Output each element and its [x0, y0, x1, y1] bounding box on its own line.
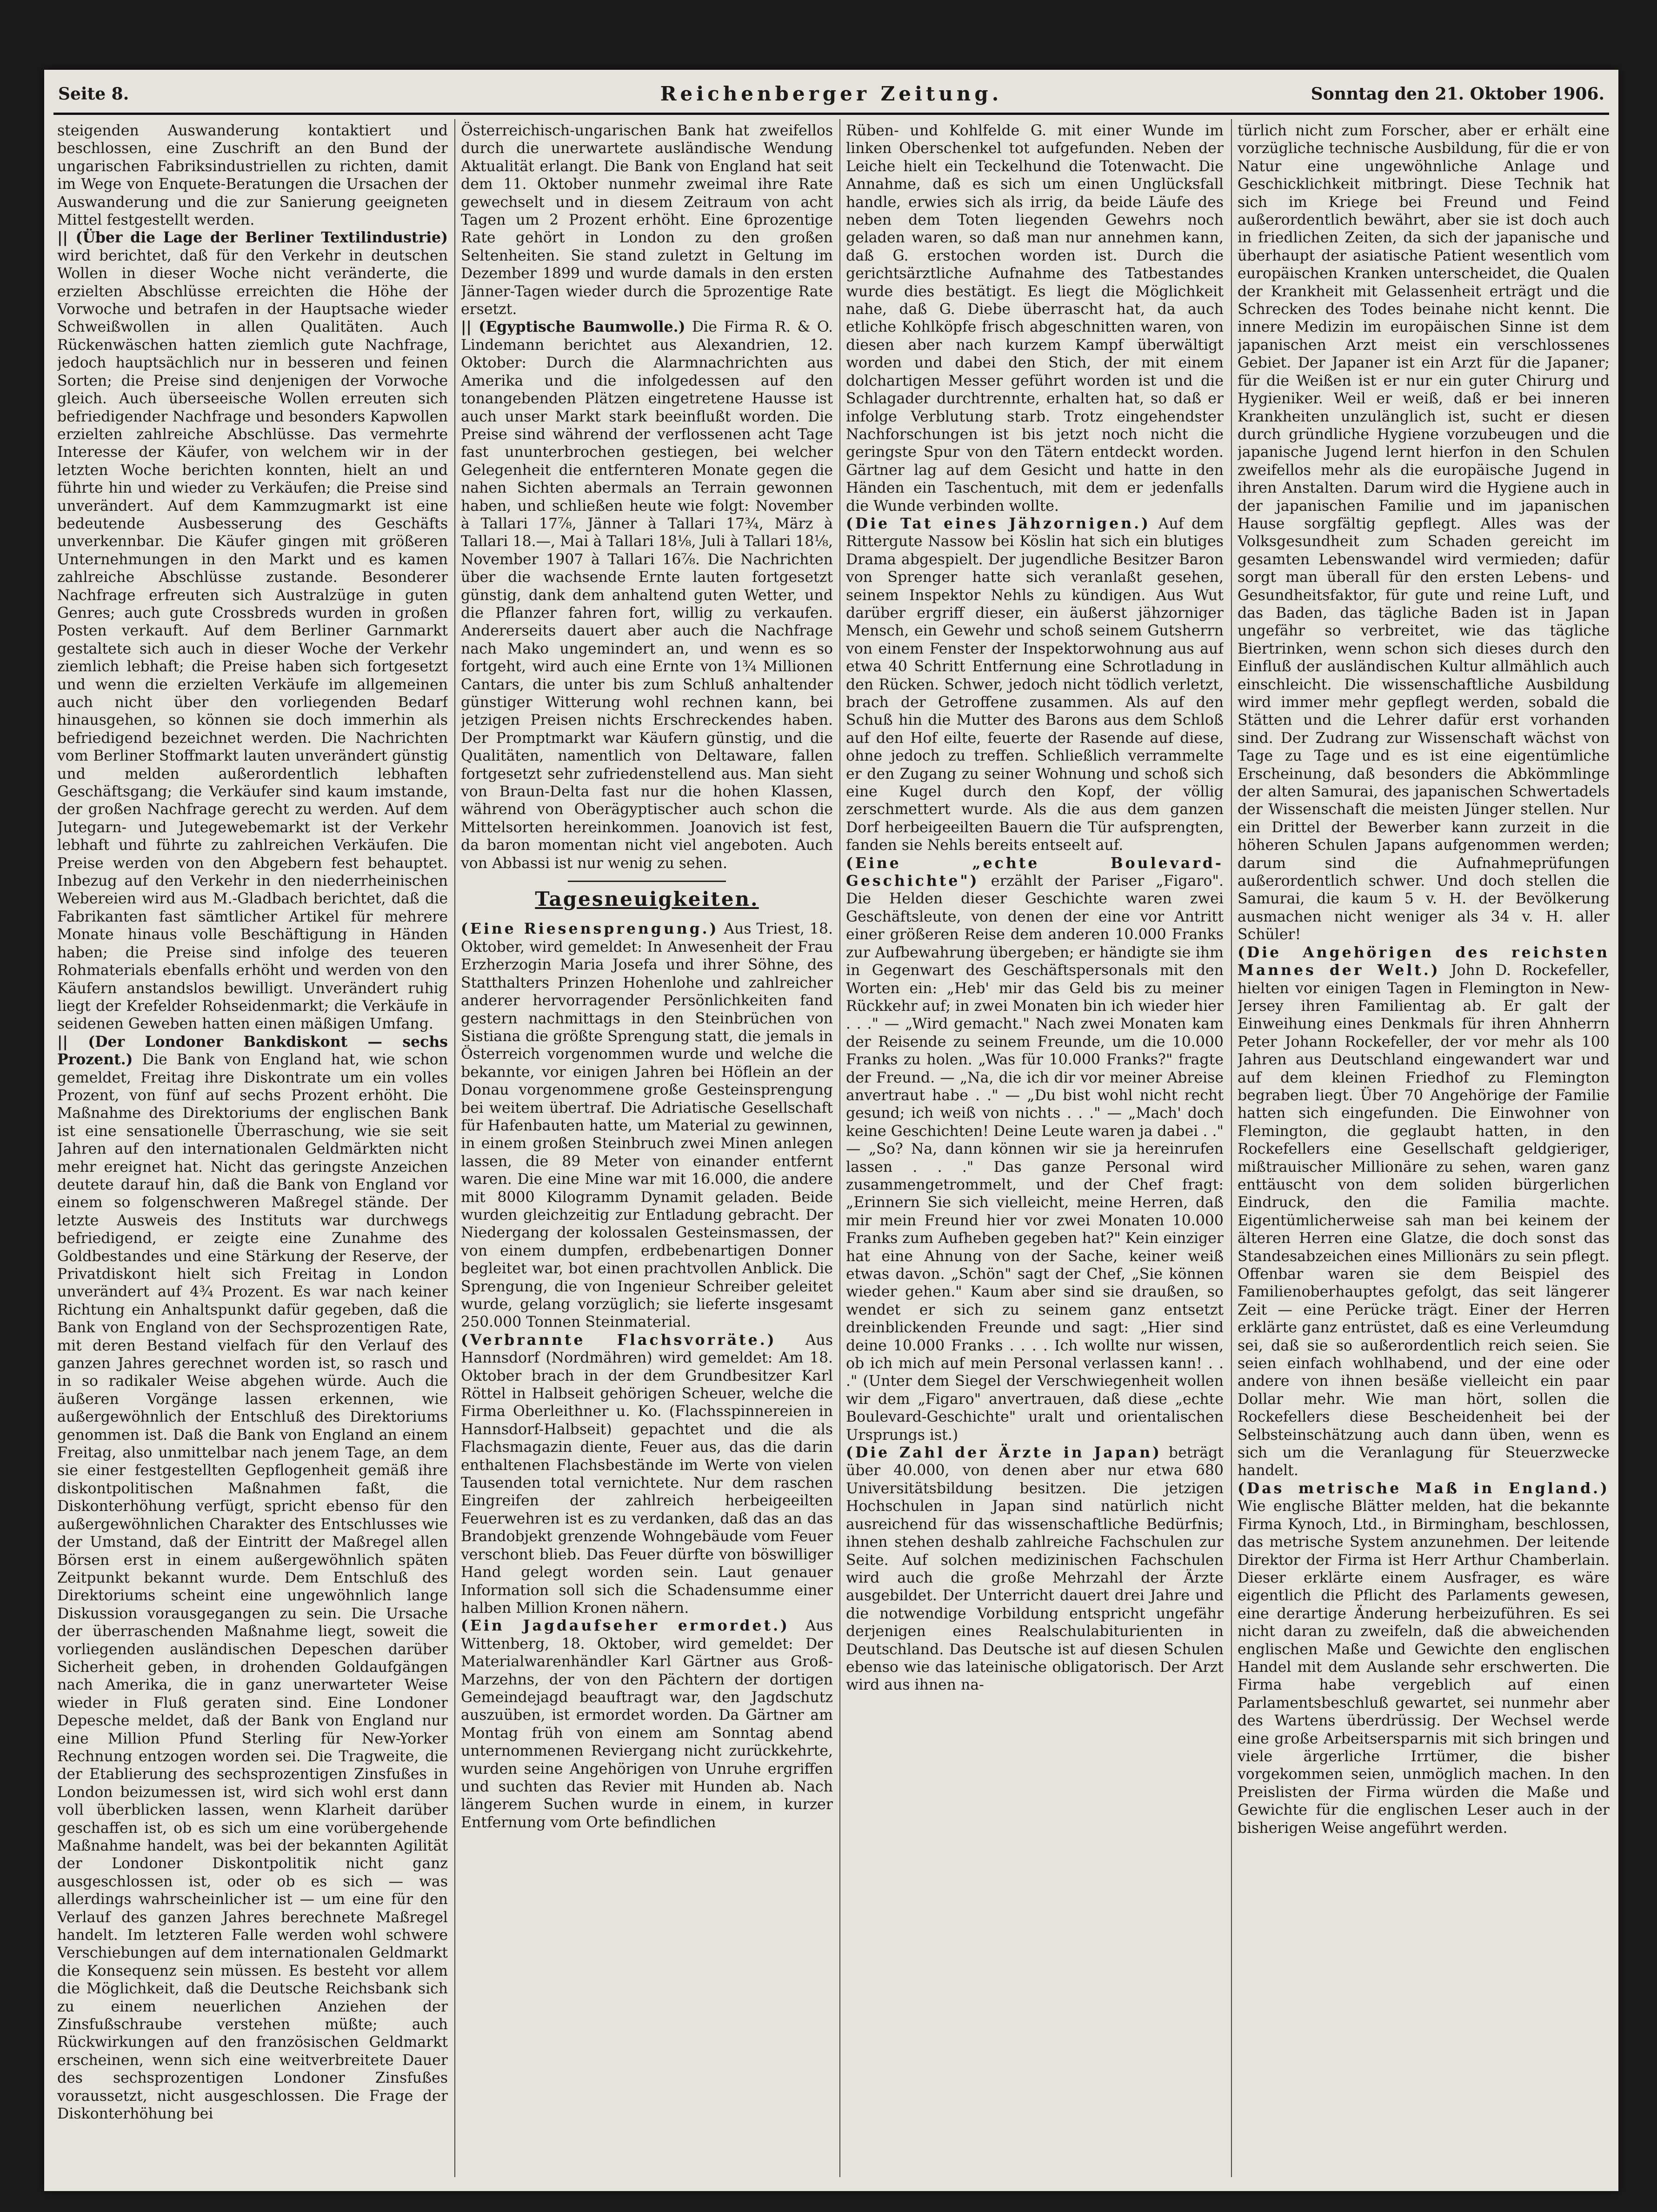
article-text: Aus Wittenberg, 18. Oktober, wird gemeldet: Der Materialwarenhändler Karl Gärtner aus Groß-Marzehns, der von den Pächtern der dortigen Gemeindejagd beauftragt war, den Jagdschutz auszuüben, ist ermordet worden. Da Gärtner am Montag früh von einem am Sonntag abend unternommenen Reviergang nicht zurückkehrte, wurden seine Angehörigen von Unruhe ergriffen und suchten das Revier mit Hunden ab. Nach längerem Suchen wurde in einem, in kurzer Entfernung vom Orte befindlichen [461, 1617, 833, 1831]
article-heading: (Verbrannte Flachsvorräte.) [461, 1331, 777, 1349]
article-text: Die Firma R. & O. Lindemann berichtet aus Alexandrien, 12. Oktober: Durch die Alarmnachrichten aus Amerika und die infolgedessen auf den tonangebenden Plätzen eingetretene Hausse ist auch unser Markt stark beeinflußt worden. Die Preise sind während der verflossenen acht Tage fast ununterbrochen gestiegen, bei welcher Gelegenheit die entfernteren Monate gegen die nahen Sichten abermals an Terrain gewonnen haben, und schließen heute wie folgt: November à Tallari 17⅞, Jänner à Tallari 17¾, März à Tallari 18.—, Mai à Tallari 18⅛, Juli à Tallari 18⅛, November 1907 à Tallari 16⅞. Die Nachrichten über die wachsende Ernte lauten fortgesetzt günstig, dank dem anhaltend guten Wetter, und die Pflanzer fahren fort, willig zu verkaufen. Andererseits dauert aber auch die Nachfrage nach Mako ungemindert an, und wenn es so fortgeht, wird auch eine Ernte von 1¾ Millionen Cantars, die unter bis zum Schluß anhaltender günstiger Witterung wohl rechnen kann, bei jetzigen Preisen nichts Erschreckendes haben. Der Promptmarkt war Käufern günstig, und die Qualitäten, namentlich von Deltaware, fallen fortgesetzt sehr zufriedenstellend aus. Man sieht von Braun-Delta fast nur die hohen Klassen, während von Oberägyptischer auch schon die Mittelsorten hereinkommen. Joanovich ist fest, da baron momentan nicht viel angeboten. Auch von Abbassi ist nur wenig zu sehen. [461, 319, 833, 872]
article-text: Aus Hannsdorf (Nordmähren) wird gemeldet: Am 18. Oktober brach in der dem Grundbesitzer Karl Röttel in Halbseit gehörigen Scheuer, welche die Firma Oberleithner u. Ko. (Flachsspinnereien in Hannsdorf-Halbseit) gepachtet und die als Flachsmagazin diente, Feuer aus, das die darin enthaltenen Flachsbestände im Werte von vielen Tausenden total vernichtete. Nur dem raschen Eingreifen der zahlreich herbeigeeilten Feuerwehren ist es zu verdanken, daß das an das Brandobjekt grenzende Wohngebäude vom Feuer verschont blieb. Das Feuer dürfte von böswilliger Hand gelegt worden sein. Laut genauer Information soll sich die Schadensumme einer halben Million Kronen nähern. [461, 1331, 833, 1617]
article-text: Aus Triest, 18. Oktober, wird gemeldet: In Anwesenheit der Frau Erzherzogin Maria Josefa und ihrer Söhne, des Statthalters Prinzen Hohenlohe und zahlreicher anderer hervorragender Persönlichkeiten fand gestern nachmittags in den Steinbrüchen von Sistiana die größte Sprengung statt, die jemals in Österreich vorgenommen wurde und welche die bekannte, vor einigen Jahren bei Höflein an der Donau vorgenommene große Gesteinsprengung bei weitem übertraf. Die Adriatische Gesellschaft für Hafenbauten hatte, um Material zu gewinnen, in einem großen Steinbruch zwei Minen anlegen lassen, die 89 Meter von einander entfernt waren. Die eine Mine war mit 16.000, die andere mit 8000 Kilogramm Dynamit geladen. Beide wurden gleichzeitig zur Entladung gebracht. Der Niedergang der kolossalen Gesteinsmassen, der von einem dumpfen, erdbebenartigen Donner begleitet war, bot einen prachtvollen Anblick. Die Sprengung, die von Ingenieur Schreiber geleitet wurde, gelang vorzüglich; sie lieferte insgesamt 250.000 Tonnen Steinmaterial. [461, 921, 833, 1331]
article-text: steigenden Auswanderung kontaktiert und beschlossen, eine Zuschrift an den Bund der ungarischen Fabriksindustriellen zu richten, damit im Wege von Enquete-Beratungen die Ursachen der Auswanderung und die zur Sanierung geeigneten Mittel festgestellt werden. [57, 122, 448, 229]
article [846, 1444, 1224, 1694]
article-heading: (Eine „echte Boulevard-Geschichte") [846, 854, 1224, 890]
article-text: Rüben- und Kohlfelde G. mit einer Wunde im linken Oberschenkel tot aufgefunden. Neben der Leiche hielt ein Teckelhund die Totenwacht. Die Annahme, daß es sich um einen Unglücksfall handle, erwies sich als irrig, da beide Läufe des neben dem Toten liegenden Gewehrs noch geladen waren, so daß man nur annehmen kann, daß G. erstochen worden ist. Durch die gerichtsärztliche Aufnahme des Tatbestandes wurde dies bestätigt. Es liegt die Möglichkeit nahe, daß G. Diebe überrascht hat, da auch etliche Kohlköpfe frisch abgeschnitten waren, von diesen aber nach kurzem Kampf überwältigt worden und dabei den Stich, der mit einem dolchartigen Messer geführt worden ist und die Schlagader durchtrennte, erhalten hat, so daß er infolge Verblutung starb. Trotz eingehendster Nachforschungen ist bis jetzt noch nicht die geringste Spur von den Tätern entdeckt worden. Gärtner lag auf dem Gesicht und hatte in den Händen ein Taschentuch, mit dem er jedenfalls die Wunde verbinden wollte. [846, 122, 1224, 515]
article-text: Die Bank von England hat, wie schon gemeldet, Freitag ihre Diskontrate um ein volles Prozent, von fünf auf sechs Prozent erhöht. Die Maßnahme des Direktoriums der englischen Bank ist eine sensationelle Überraschung, wie sie seit Jahren auf den internationalen Geldmärkten nicht mehr ereignet hat. Nicht das geringste Anzeichen deutete darauf hin, daß die Bank von England vor einem so folgenschweren Maßregel stände. Der letzte Ausweis des Instituts war durchwegs befriedigend, er zeigte eine Zunahme des Goldbestandes und eine Stärkung der Reserve, der Privatdiskont hielt sich Freitag in London unverändert auf 4¾ Prozent. Es war nach keiner Richtung ein Anhaltspunkt dafür gegeben, daß die Bank von England von der Sechsprozentigen Rate, mit deren Bestand vielfach für den Verlauf des ganzen Jahres gerechnet worden ist, so rasch und in so radikaler Weise abgehen würde. Auch die äußeren Vorgänge lassen erkennen, wie außergewöhnlich der Entschluß des Direktoriums genommen ist. Daß die Bank von England an einem Freitag, also unmittelbar nach jenem Tage, an dem sie einer festgestellten Gepflogenheit gemäß ihre diskontpolitischen Maßnahmen faßt, die Diskonterhöhung verfügt, spricht ebenso für den außergewöhnlichen Charakter des Entschlusses wie der Umstand, daß der Eintritt der Maßregel allen Börsen erst in einem außergewöhnlich späten Zeitpunkt bekannt wurde. Dem Entschluß des Direktoriums scheint eine ungewöhnlich lange Diskussion vorausgegangen zu sein. Die Ursache der überraschenden Maßnahme liegt, soweit die vorliegenden ausländischen Depeschen darüber Sicherheit geben, in drohenden Goldaufgängen nach Amerika, die in ganz unerwarteter Weise wieder in Fluß geraten sind. Eine Londoner Depesche meldet, daß der Bank von England nur eine Million Pfund Sterling für New-Yorker Rechnung entzogen worden sei. Die Tragweite, die der Etablierung des sechsprozentigen Zinsfußes in London beizumessen ist, wird sich wohl erst dann voll überblicken lassen, wenn Klarheit darüber geschaffen ist, ob es sich um eine vorübergehende Maßnahme handelt, was bei der bekannten Agilität der Londoner Diskontpolitik nicht ganz ausgeschlossen ist, oder ob es sich — was allerdings wahrscheinlicher ist — um eine für den Verlauf des ganzen Jahres berechnete Maßregel handelt. Im letzteren Falle werden wohl schwere Verschiebungen auf dem internationalen Geldmarkt die Konsequenz sein müssen. Es besteht vor allem die Möglichkeit, daß die Deutsche Reichsbank sich zu einem neuerlichen Anziehen der Zinsfußschraube verstehen müßte; auch Rückwirkungen auf den französischen Geldmarkt erscheinen, wenn sich eine weitverbreitete Dauer des sechsprozentigen Londoner Zinsfußes voraussetzt, nicht ausgeschlossen. Die Frage der Diskonterhöhung bei [57, 1051, 448, 2123]
article [461, 920, 833, 1331]
article-text: Österreichisch-ungarischen Bank hat zweifellos durch die unerwartete ausländische Wendung Aktualität erlangt. Die Bank von England hat seit dem 11. Oktober nunmehr zweimal ihre Rate gewechselt und in diesem Zeitraum von acht Tagen um 2 Prozent erhöht. Eine 6prozentige Rate gehört in London zu den großen Seltenheiten. Sie stand zuletzt in Geltung im Dezember 1899 und wurde damals in den ersten Jänner-Tagen wieder durch die 5prozentige Rate ersetzt. [461, 122, 833, 318]
column-divider [1231, 119, 1232, 2177]
issue-date: Sonntag den 21. Oktober 1906. [1311, 84, 1604, 104]
article [846, 515, 1224, 855]
newspaper-page [44, 70, 1618, 2191]
page-header [53, 80, 1609, 108]
page-number: Seite 8. [58, 84, 129, 104]
section-divider [568, 881, 726, 882]
column-1 [57, 122, 448, 2177]
article-heading: (Die Tat eines Jähzornigen.) [846, 515, 1151, 532]
article [1238, 1480, 1610, 1837]
article [57, 1033, 448, 2123]
article-text: John D. Rockefeller, hielten vor einigen Tagen in Flemington in New-Jersey ihren Familientag ab. Er galt der Einweihung eines Denkmals für ihren Ahnherrn Peter Johann Rockefeller, der vor mehr als 100 Jahren aus Deutschland eingewandert war und auf dem kleinen Friedhof zu Flemington begraben liegt. Über 70 Angehörige der Familie hatten sich eingefunden. Die Einwohner von Flemington, die geglaubt hatten, in den Rockefellers eine Gesellschaft geldgieriger, mißtrauischer Millionäre zu sehen, waren ganz enttäuscht von dem soliden bürgerlichen Eindruck, den die Familia machte. Eigentümlicherweise sah man bei keinem der älteren Herren eine Glatze, die doch sonst das Standesabzeichen eines Millionärs zu sein pflegt. Offenbar waren sie dem Beispiel des Familienoberhauptes gefolgt, das seit längerer Zeit — eine Perücke trägt. Einer der Herren erklärte ganz entrüstet, daß es eine Verleumdung sei, daß sie so außerordentlich reich seien. Sie seien einfach wohlhabend, und der eine oder andere von ihnen besäße vielleicht ein paar Dollar mehr. Wie man hört, sollen die Rockefellers diese Bescheidenheit bei der Selbsteinschätzung auch dann üben, wenn es sich um die Veranlagung für Steuerzwecke handelt. [1238, 962, 1610, 1479]
article-text: beträgt über 40.000, von denen aber nur etwa 680 Universitätsbildung besitzen. Die jetzigen Hochschulen in Japan sind natürlich nicht ausreichend für das wissenschaftliche Bedürfnis; ihnen stehen deshalb zahlreiche Fachschulen zur Seite. Auf solchen medizinischen Fachschulen wird auch die große Mehrzahl der Ärzte ausgebildet. Der Unterricht dauert drei Jahre und die notwendige Vorbildung entspricht ungefähr derjenigen eines Realschulabiturienten in Deutschland. Das Deutsche ist auf diesen Schulen ebenso wie das lateinische obligatorisch. Der Arzt wird aus ihnen na- [846, 1444, 1224, 1694]
article-heading: (Eine Riesensprengung.) [461, 920, 719, 938]
article [461, 318, 833, 872]
article-heading: || (Über die Lage der Berliner Textilindustrie) [57, 229, 448, 247]
column-3 [846, 122, 1224, 2177]
column-divider [839, 119, 840, 2177]
section-title: Tagesneuigkeiten. [535, 888, 759, 911]
article [57, 229, 448, 1033]
masthead: Reichenberger Zeitung. [660, 82, 1003, 105]
article-text: Auf dem Rittergute Nassow bei Köslin hat sich ein blutiges Drama abgespielt. Der jugendliche Besitzer Baron von Sprenger hatte sich veranlaßt gesehen, seinem Inspektor Nehls zu kündigen. Aus Wut darüber ergriff dieser, ein äußerst jähzorniger Mensch, ein Gewehr und schoß seinem Gutsherrn von einem Fenster der Inspektorwohnung aus auf etwa 40 Schritt Entfernung eine Schrotladung in den Rücken. Schwer, jedoch nicht tödlich verletzt, brach der Getroffene zusammen. Als auf den Schuß hin die Mutter des Barons aus dem Schloß auf den Hof eilte, feuerte der Rasende auf diese, ohne jedoch zu treffen. Schließlich verrammelte er den Zugang zu seiner Wohnung und schoß sich eine Kugel durch den Kopf, der völlig zerschmettert wurde. Als die aus dem ganzen Dorf herbeigeeilten Bauern die Tür aufsprengten, fanden sie Nehls bereits entseelt auf. [846, 515, 1224, 854]
article [461, 1331, 833, 1617]
article [846, 855, 1224, 1444]
article [1238, 944, 1610, 1480]
article [461, 1617, 833, 1831]
article-text: erzählt der Pariser „Figaro". Die Helden dieser Geschichte waren zwei Geschäftsleute, von denen der eine vor Antritt einer größeren Reise dem anderen 10.000 Franks zur Aufbewahrung übergeben; er händigte sie ihm in Gegenwart des Geschäftspersonals mit den Worten ein: „Heb' mir das Geld bis zu meiner Rückkehr auf; in zwei Monaten bin ich wieder hier . . ." — „Wird gemacht." Nach zwei Monaten kam der Reisende zu seinem Freunde, um die 10.000 Franks zu holen. „Was für 10.000 Franks?" fragte der Freund. — „Na, die ich dir vor meiner Abreise anvertraut habe . ." — „Du bist wohl nicht recht gesund; ich weiß von nichts . . ." — „Mach' doch keine Geschichten! Deine Leute waren ja dabei . ." — „So? Na, dann können wir sie ja hereinrufen lassen . . ." Das ganze Personal wird zusammengetrommelt, und der Chef fragt: „Erinnern Sie sich vielleicht, meine Herren, daß mir mein Freund hier vor zwei Monaten 10.000 Franks zum Aufheben gegeben hat?" Kein einziger hat eine Ahnung von der Sache, keiner weiß etwas davon. „Schön" sagt der Chef, „Sie können wieder gehen." Kaum aber sind sie draußen, so wendet er sich zu seinem ganz entsetzt dreinblickenden Freunde und sagt: „Hier sind deine 10.000 Franks . . . . Ich wollte nur wissen, ob ich mich auf mein Personal verlassen kann! . . ." (Unter dem Siegel der Verschwiegenheit wollen wir dem „Figaro" anvertrauen, daß diese „echte Boulevard-Geschichte" uralt und orientalischen Ursprungs ist.) [846, 873, 1224, 1443]
column-4 [1238, 122, 1610, 2177]
article-text: türlich nicht zum Forscher, aber er erhält eine vorzügliche technische Ausbildung, für die er von Natur eine ungewöhnliche Anlage und Geschicklichkeit mitbringt. Diese Technik hat sich im Kriege bei Freund und Feind außerordentlich bewährt, aber sie ist doch auch in friedlichen Zeiten, da sich der japanische und überhaupt der asiatische Patient wesentlich vom europäischen Kranken unterscheidet, die Qualen der Krankheit mit Gelassenheit erträgt und die Schrecken des Todes beinahe nicht kennt. Die innere Medizin im europäischen Sinne ist dem japanischen Arzt meist ein verschlossenes Gebiet. Der Japaner ist ein Arzt für die Japaner; für die Weißen ist er nur ein guter Chirurg und Hygieniker. Weil er weiß, daß er bei inneren Krankheiten unzulänglich ist, sucht er diesen durch gründliche Hygiene vorzubeugen und die japanische Jugend lernt hierfon in den Schulen zweifellos mehr als die europäische Jugend in ihren Anstalten. Darum wird die Hygiene auch in der japanischen Familie und im japanischen Hause sorgfältig gepflegt. Alles was der Volksgesundheit zum Schaden gereicht im gesamten Lebenswandel wird vermieden; dafür sorgt man überall für den ersten Lebens- und Gesundheitsfaktor, für gute und reine Luft, und das Baden, das tägliche Baden ist in Japan ungefähr so verbreitet, wie das tägliche Biertrinken, wenn schon sich dieses durch den Einfluß der ausländischen Kultur allmählich auch einschleicht. Die wissenschaftliche Ausbildung wird immer mehr gepflegt werden, sobald die Stätten und die Lehrer dafür erst vorhanden sind. Der Zudrang zur Wissenschaft wächst von Tage zu Tage und es ist eine eigentümliche Erscheinung, daß besonders die Abkömmlinge der alten Samurai, des japanischen Schwertadels der Wissenschaft die meisten Jünger stellen. Nur ein Drittel der Bewerber kann zurzeit in die höheren Schulen Japans aufgenommen werden; darum sind die Aufnahmeprüfungen außerordentlich schwer. Und doch stellen die Samurai, die kaum 5 v. H. der Bevölkerung ausmachen nicht weniger als 34 v. H. aller Schüler! [1238, 122, 1610, 943]
article-heading: (Das metrische Maß in England.) [1238, 1479, 1610, 1497]
column-2 [461, 122, 833, 2177]
column-divider [454, 119, 455, 2177]
article-heading: (Die Angehörigen des reichsten Mannes der Welt.) [1238, 943, 1610, 979]
article-heading: || (Der Londoner Bankdiskont — sechs Prozent.) [57, 1033, 448, 1069]
article-text: Wie englische Blätter melden, hat die bekannte Firma Kynoch, Ltd., in Birmingham, beschlossen, das metrische System anzunehmen. Der leitende Direktor der Firma ist Herr Arthur Chamberlain. Dieser erklärte einem Ausfrager, es wäre eigentlich die Pflicht des Parlaments gewesen, eine derartige Änderung herbeizuführen. Es sei nicht daran zu zweifeln, daß die abweichenden englischen Maße und Gewichte den englischen Handel mit dem Auslande sehr erschwerten. Die Firma habe vergeblich auf einen Parlamentsbeschluß gewartet, sei nunmehr aber des Wartens überdrüssig. Der Wechsel werde eine große Arbeitsersparnis mit sich bringen und viele ärgerliche Irrtümer, die bisher vorgekommen seien, unmöglich machen. In den Preislisten der Firma würden die Maße und Gewichte für die englischen Leser auch in der bisherigen Weise angeführt werden. [1238, 1498, 1610, 1837]
article-heading: (Die Zahl der Ärzte in Japan) [846, 1444, 1162, 1462]
article-heading: (Ein Jagdaufseher ermordet.) [461, 1617, 790, 1635]
article-heading: || (Egyptische Baumwolle.) [461, 318, 685, 336]
header-rule [53, 113, 1609, 115]
article-text: wird berichtet, daß für den Verkehr in deutschen Wollen in dieser Woche nicht veränderte, die erzielten Abschlüsse erreichten die Höhe der Vorwoche und betrafen in der Hauptsache wieder Schweißwollen in allen Qualitäten. Auch Rückenwäschen hatten ziemlich gute Nachfrage, jedoch hauptsächlich nur in besseren und feinen Sorten; die Preise sind denjenigen der Vorwoche gleich. Auch überseeische Wollen erreuten sich befriedigender Nachfrage und besonders Kapwollen erzielten zahlreiche Abschlüsse. Das vermehrte Interesse der Käufer, von welchem wir in der letzten Woche berichten konnten, hielt an und führte hin und wieder zu Verkäufen; die Preise sind unverändert. Auf dem Kammzugmarkt ist eine bedeutende Ausbesserung des Geschäfts unverkennbar. Die Käufer gingen mit größeren Unternehmungen in den Markt und es kamen zahlreiche Abschlüsse zustande. Besonderer Nachfrage erfreuten sich Australzüge in guten Genres; auch gute Crossbreds wurden in großen Posten verkauft. Auf dem Berliner Garnmarkt gestaltete sich auch in dieser Woche der Verkehr ziemlich lebhaft; die Preise haben sich fortgesetzt und wenn die erzielten Verkäufe im allgemeinen auch nicht über den vorliegenden Bedarf hinausgehen, so können sie doch immerhin als befriedigend bezeichnet werden. Die Nachrichten vom Berliner Stoffmarkt lauten unverändert günstig und melden außerordentlich lebhaften Geschäftsgang; die Verkäufer sind kaum imstande, der großen Nachfrage gerecht zu werden. Auf dem Jutegarn- und Jutegewebemarkt ist der Verkehr lebhaft und führte zu zahlreichen Verkäufen. Die Preise werden von den Abgebern fest behauptet. Inbezug auf den Verkehr in den niederrheinischen Webereien wird aus M.-Gladbach berichtet, daß die Fabrikanten fast sämtlicher Artikel für mehrere Monate hinaus volle Beschäftigung in Händen haben; die Preise sind infolge des teueren Rohmaterials ebenfalls erhöht und werden von den Käufern anstandslos bewilligt. Unverändert ruhig liegt der Krefelder Rohseidenmarkt; die Verkäufe in seidenen Geweben hatten einen mäßigen Umfang. [57, 247, 448, 1033]
